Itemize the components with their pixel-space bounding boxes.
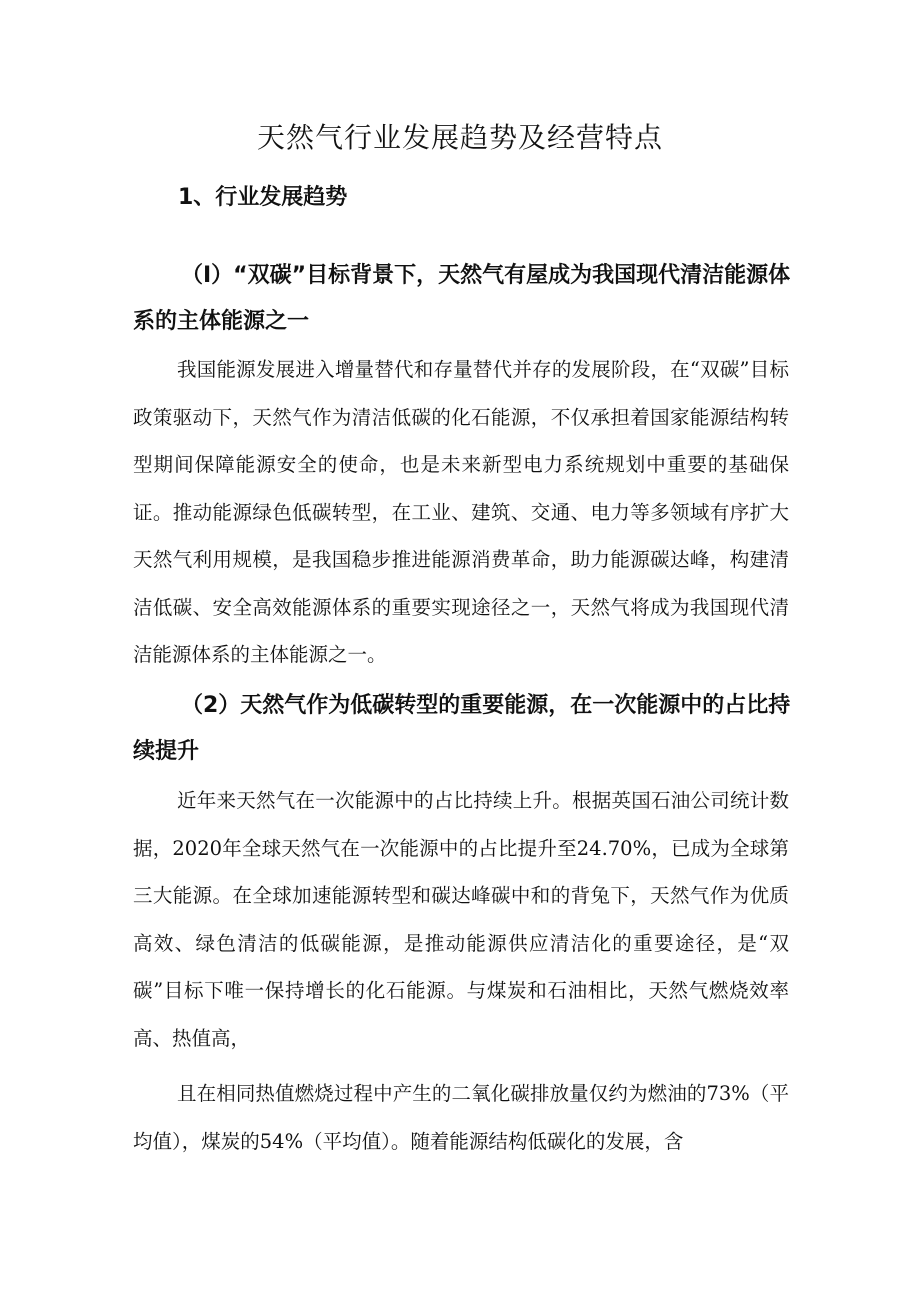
paragraph-2: 近年来天然气在一次能源中的占比持续上升。根据英国石油公司统计数据，2020年全球天然气在一次能源中的占比提升至24.70%，已成为全球第三大能源。在全球加速能源转型和碳达峰碳中和的背兔下，天然气作为优质高效、绿色清洁的低碳能源，是推动能源供应清洁化的重要途径，是“双碳”目标下唯一保持增长的化石能源。与煤炭和石油相比，天然气燃烧效率高、热值高，	[133, 789, 789, 1050]
subheading-1: （I）“双碳”目标背景下，天然气有屋成为我国现代清洁能源体系的主体能源之一	[133, 263, 791, 334]
paragraph-3: 且在相同热值燃烧过程中产生的二氧化碳排放量仅约为燃油的73%（平均值），煤炭的54%（平均值）。随着能源结构低碳化的发展，含	[133, 1082, 789, 1153]
subheading-2: （2）天然气作为低碳转型的重要能源，在一次能源中的占比持续提升	[133, 693, 791, 764]
section-heading: 1、行业发展趋势	[178, 185, 348, 210]
document-title: 天然气行业发展趋势及经营特点	[256, 121, 663, 154]
paragraph-1: 我国能源发展进入增量替代和存量替代并存的发展阶段，在“双碳”目标政策驱动下，天然气作为清洁低碳的化石能源，不仅承担着国家能源结构转型期间保障能源安全的使命，也是未来新型电力系统规划中重要的基础保证。推动能源绿色低碳转型，在工业、建筑、交通、电力等多领域有序扩大天然气利用规模，是我国稳步推进能源消费革命，助力能源碳达峰，构建清洁低碳、安全高效能源体系的重要实现途径之一，天然气将成为我国现代清洁能源体系的主体能源之一。	[133, 358, 789, 666]
